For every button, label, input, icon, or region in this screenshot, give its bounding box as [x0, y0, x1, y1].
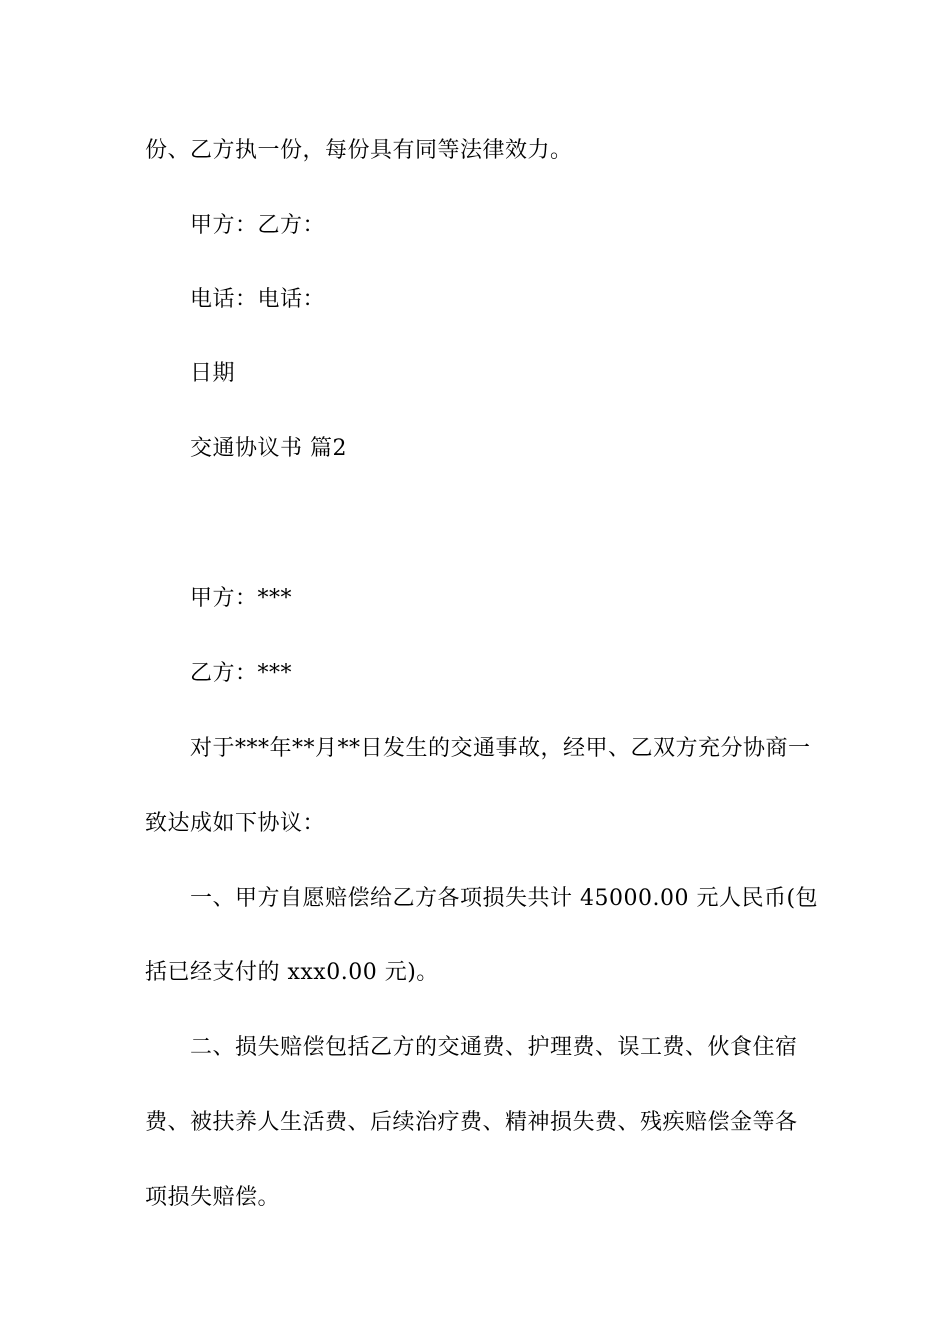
text-line: 项损失赔偿。 [145, 1185, 281, 1210]
text-line: 对于***年**月**日发生的交通事故，经甲、乙双方充分协商一 [190, 736, 811, 761]
text-line: 份、乙方执一份，每份具有同等法律效力。 [145, 138, 573, 163]
date-line: 日期 [190, 361, 236, 386]
clause-two-line: 二、损失赔偿包括乙方的交通费、护理费、误工费、伙食住宿 [190, 1035, 798, 1060]
party-b-line: 乙方：*** [190, 661, 293, 686]
party-a-line: 甲方：*** [190, 586, 293, 611]
clause-one-line: 一、甲方自愿赔偿给乙方各项损失共计 45000.00 元人民币(包 [190, 886, 819, 911]
signature-parties-line: 甲方：乙方： [190, 213, 326, 238]
text-line: 括已经支付的 xxx0.00 元)。 [145, 960, 439, 985]
section-heading: 交通协议书 篇2 [190, 436, 347, 461]
text-line: 致达成如下协议： [145, 811, 326, 836]
phone-line: 电话：电话： [190, 287, 326, 312]
text-line: 费、被扶养人生活费、后续治疗费、精神损失费、残疾赔偿金等各 [145, 1110, 798, 1135]
